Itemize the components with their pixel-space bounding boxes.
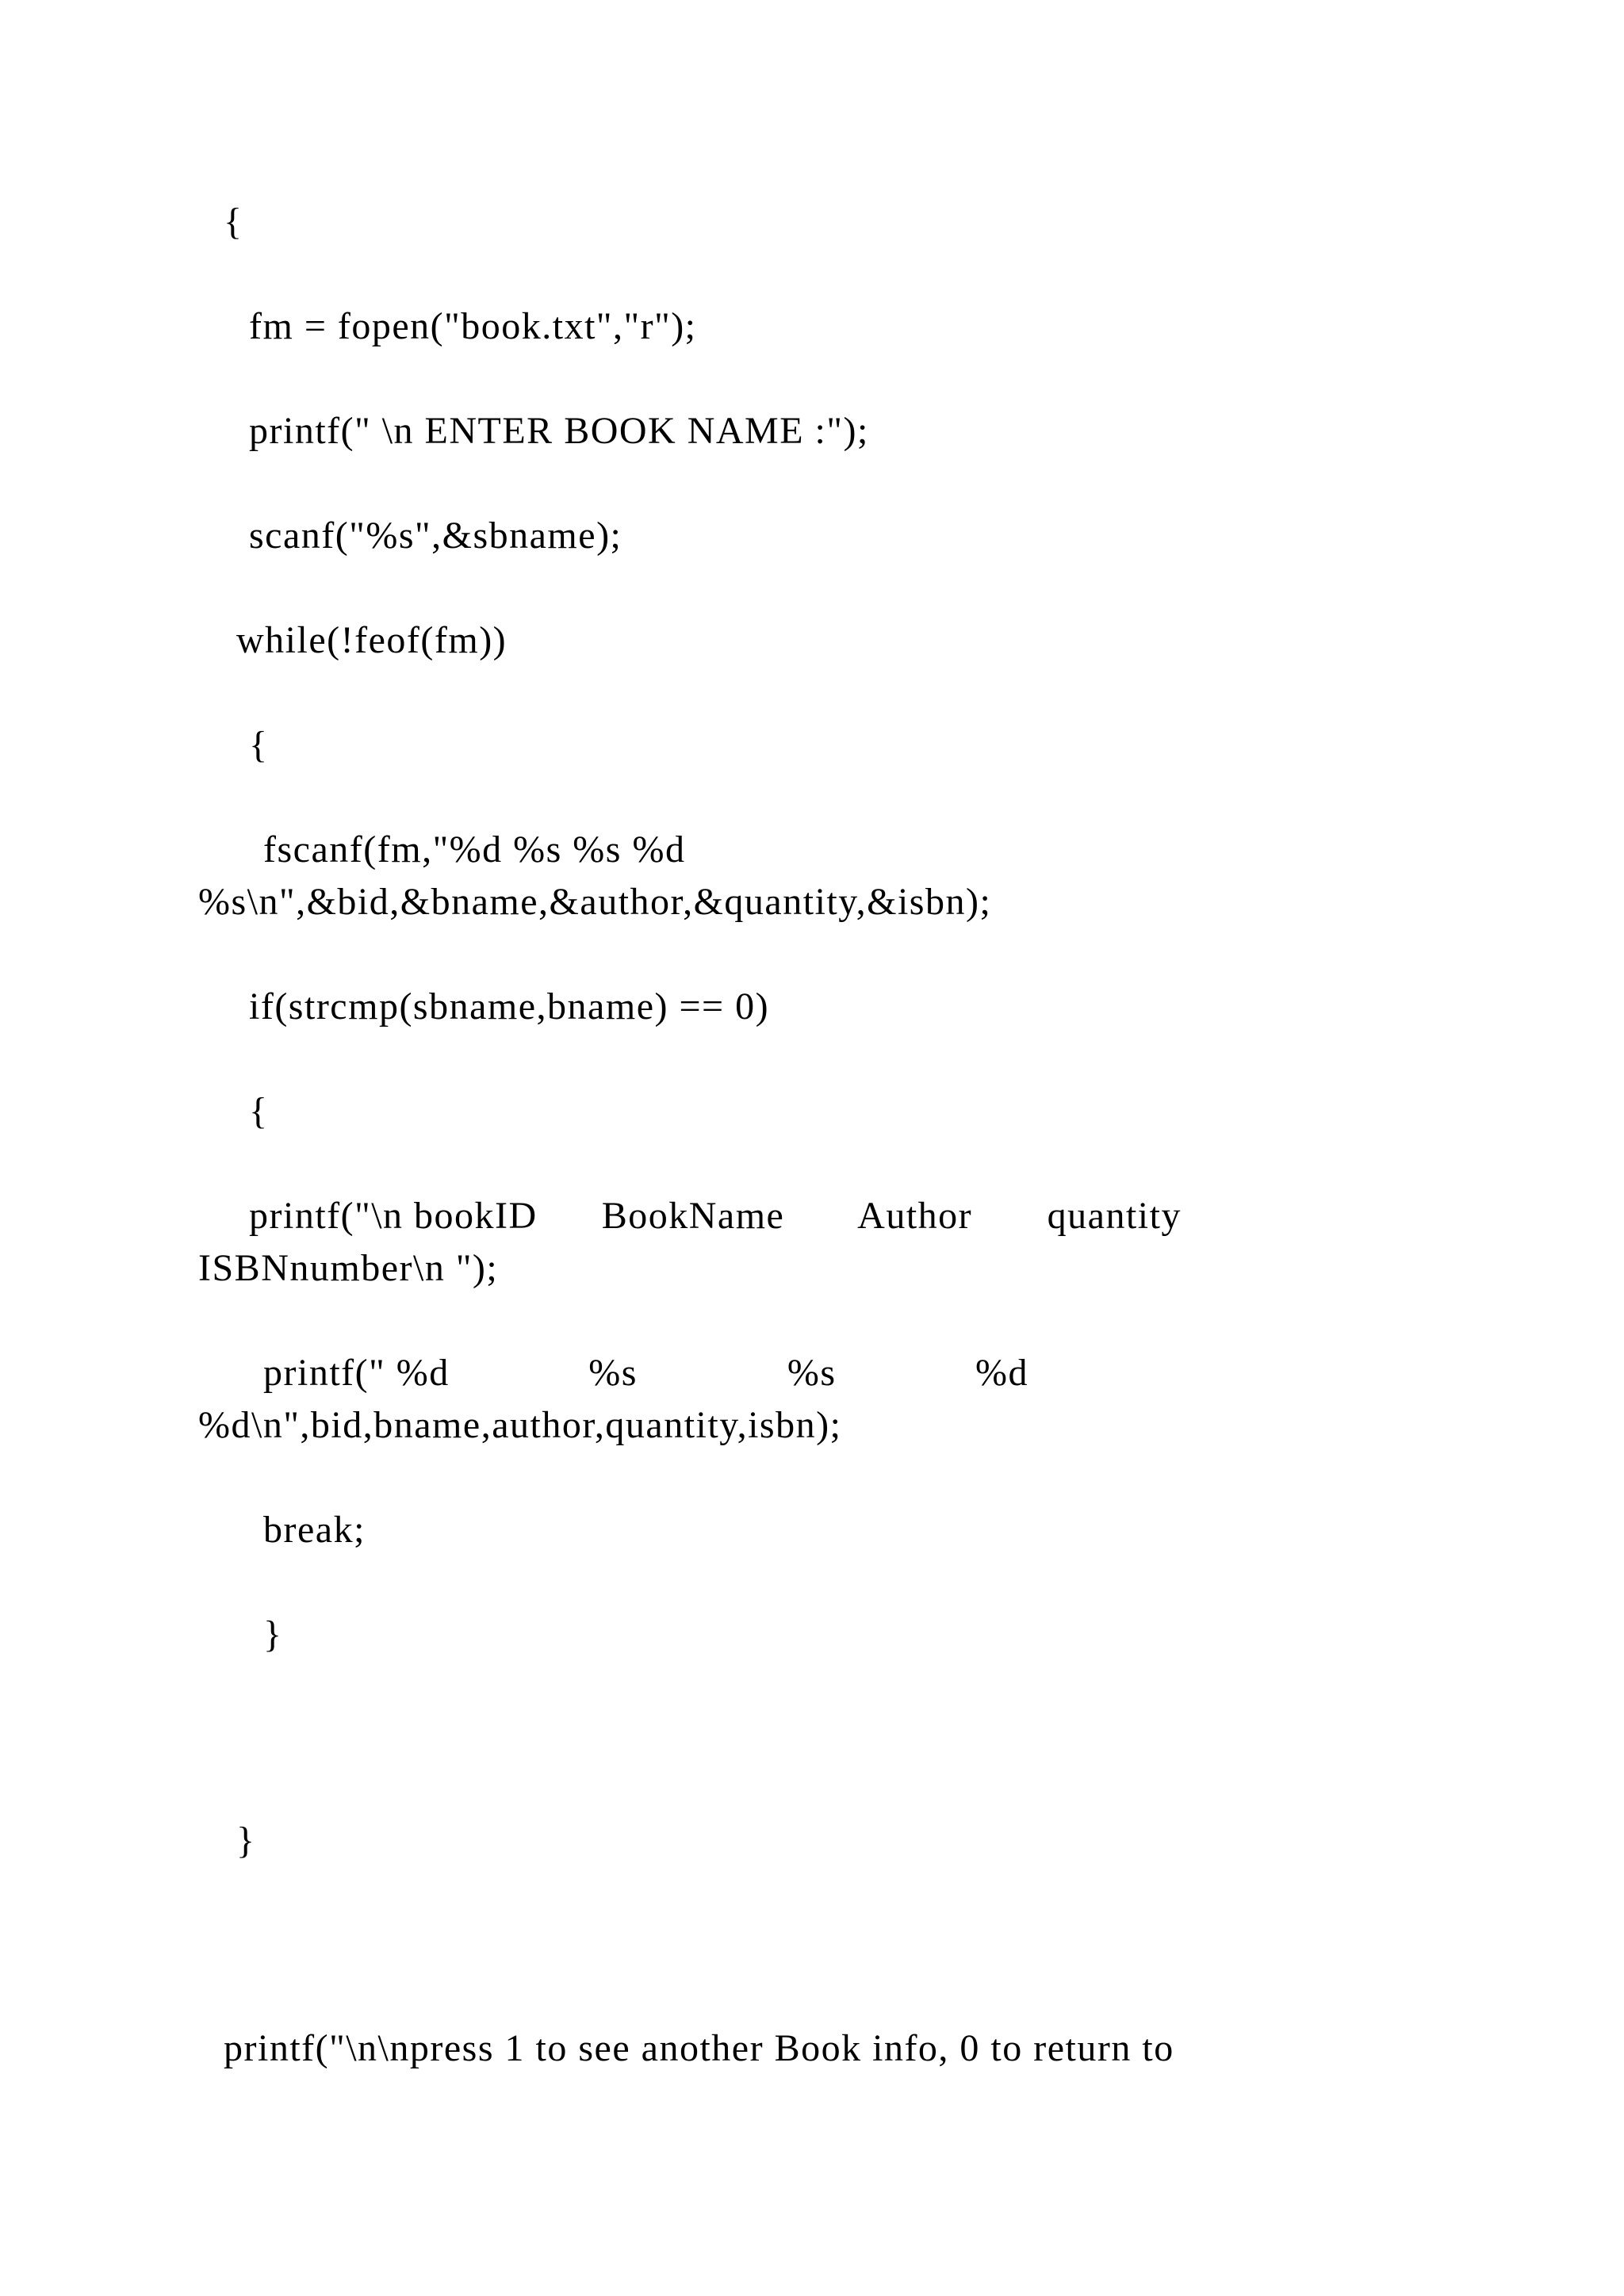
code-line-while-close-brace: } [236, 1820, 256, 1862]
code-line-while: while(!feof(fm)) [236, 619, 508, 661]
code-line-if-close-brace: } [263, 1613, 283, 1655]
code-line-printf-header: printf("\n bookID BookName Author quantity [249, 1195, 1182, 1237]
code-line-open-brace: { [224, 201, 243, 243]
code-line-if-open-brace: { [249, 1090, 269, 1132]
code-line-printf-values-continued: %d\n",bid,bname,author,quantity,isbn); [198, 1404, 842, 1446]
code-line-if-strcmp: if(strcmp(sbname,bname) == 0) [249, 985, 770, 1027]
code-line-printf-enter-book-name: printf(" \n ENTER BOOK NAME :"); [249, 410, 869, 452]
code-line-break: break; [263, 1509, 366, 1551]
code-line-fscanf-continued: %s\n",&bid,&bname,&author,&quantity,&isbn); [198, 881, 992, 923]
code-line-fopen: fm = fopen("book.txt","r"); [249, 305, 697, 347]
code-line-printf-values: printf(" %d %s %s %d [263, 1352, 1029, 1394]
code-line-fscanf: fscanf(fm,"%d %s %s %d [263, 828, 686, 871]
code-line-printf-header-continued: ISBNnumber\n "); [198, 1247, 499, 1289]
code-line-while-open-brace: { [249, 724, 269, 766]
code-line-printf-press-1: printf("\n\npress 1 to see another Book info, 0 to return to [224, 2027, 1174, 2069]
code-line-scanf: scanf("%s",&sbname); [249, 515, 622, 557]
